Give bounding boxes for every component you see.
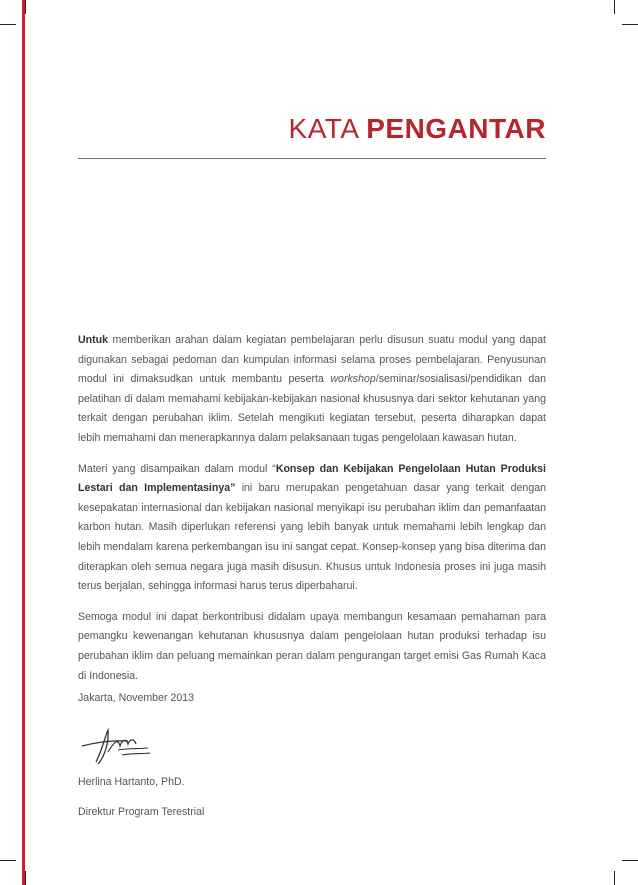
- red-margin-bar: [22, 0, 25, 885]
- crop-mark-left-bottom: [0, 860, 16, 861]
- page-title: [289, 113, 546, 145]
- title-underline: [78, 158, 546, 159]
- crop-mark-left-top: [0, 24, 16, 25]
- paragraph-1-text-a: memberikan arahan dalam kegiatan pembelajaran perlu disusun suatu modul yang dapat digunakan sebagai pedoman dan kumpulan informasi selama proses pembelajaran. Penyusunan modul ini dimaksudkan untuk membantu peserta: [78, 334, 546, 386]
- crop-mark-top-left: [25, 0, 26, 14]
- paragraph-2-text-b: ini baru merupakan pengetahuan dasar yang terkait dengan kesepakatan internasional dan kebijakan nasional menyikapi isu perubahan iklim dan pemanfaatan karbon hutan. Masih diperlukan referensi yang lebih banyak untuk memahami lebih lengkap dan lebih mendalam karena perkembangan isu ini sangat cepat. Konsep-konsep yang bisa diterima dan diterapkan oleh semua negara juga masih disusun. Khusus untuk Indonesia proses ini juga masih terus berjalan, sehingga informasi harus terus diperbaharui.: [78, 482, 546, 593]
- signatory-name: Herlina Hartanto, PhD.: [78, 776, 185, 788]
- title-light: KATA: [288, 113, 367, 144]
- crop-mark-bottom-right: [614, 871, 615, 885]
- crop-mark-top-right: [614, 0, 615, 14]
- paragraph-1: [78, 331, 546, 449]
- body-text: [78, 331, 546, 697]
- title-bold: PENGANTAR: [366, 113, 546, 144]
- crop-mark-right-bottom: [622, 860, 638, 861]
- crop-mark-right-top: [622, 24, 638, 25]
- paragraph-1-text-b: /seminar/sosialisasi/pendidikan dan pelatihan di dalam memahami kebijakan-kebijakan nasional khususnya dari sektor kehutanan yang terkait dengan perubahan iklim. Setelah mengikuti kegiatan tersebut, peserta diharapkan dapat lebih memahami dan menerapkannya dalam pelaksanaan tugas pengelolaan kawasan hutan.: [78, 373, 546, 444]
- place-date: Jakarta, November 2013: [78, 692, 195, 704]
- paragraph-2-text-a: Materi yang disampaikan dalam modul “: [78, 462, 276, 475]
- crop-mark-bottom-left: [25, 871, 26, 885]
- signature-icon: [78, 722, 158, 768]
- signatory-role: Direktur Program Terestrial: [78, 806, 205, 818]
- paragraph-2: [78, 460, 546, 597]
- paragraph-1-italic: workshop: [330, 373, 376, 386]
- paragraph-2-bold: Konsep dan Kebijakan Pengelolaan Hutan Produksi Lestari dan Implementasinya”: [78, 462, 546, 495]
- paragraph-1-lead: Untuk: [78, 334, 109, 346]
- paragraph-3: Semoga modul ini dapat berkontribusi didalam upaya membangun kesamaan pemahaman para pemangku kewenangan kehutanan khususnya dalam pengelolaan hutan produksi terhadap isu perubahan iklim dan peluang memainkan peran dalam pengurangan target emisi Gas Rumah Kaca di Indonesia.: [78, 610, 546, 682]
